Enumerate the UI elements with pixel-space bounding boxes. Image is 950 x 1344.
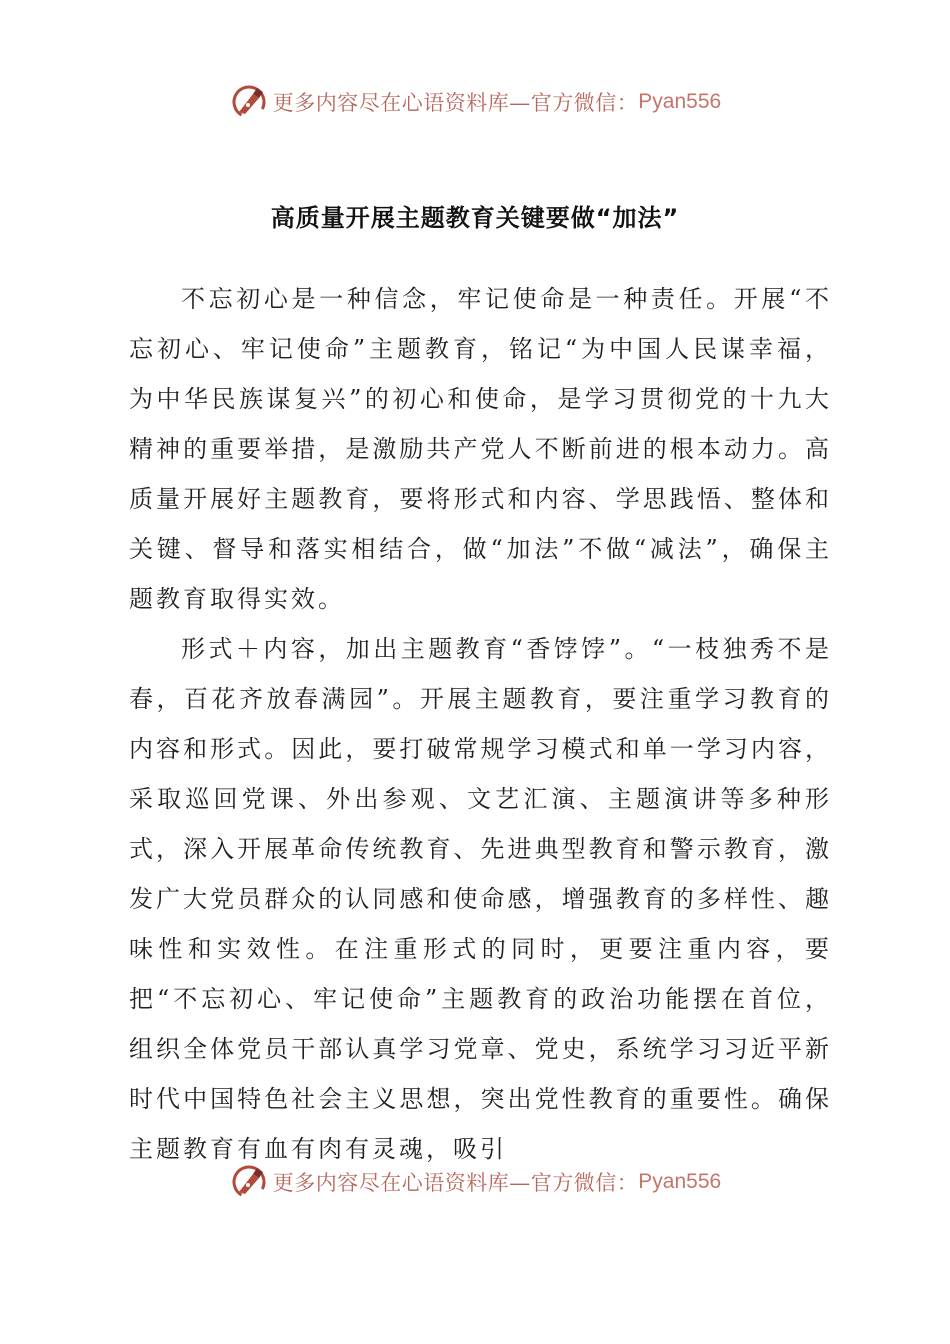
header-banner [0,78,950,126]
document-title: 高质量开展主题教育关键要做“加法” [270,204,680,232]
banner-text: 更多内容尽在心语资料库—官方微信： [272,1171,639,1195]
banner-text: 更多内容尽在心语资料库—官方微信： [272,91,639,115]
footer-banner [0,1158,950,1206]
paragraph-2: 形式＋内容，加出主题教育“香饽饽”。“一枝独秀不是春，百花齐放春满园”。开展主题教育，要注重学习教育的内容和形式。因此，要打破常规学习模式和单一学习内容，采取巡回党课、外出参观、文艺汇演、主题演讲等多种形式，深入开展革命传统教育、先进典型教育和警示教育，激发广大党员群众的认同感和使命感，增强教育的多样性、趣味性和实效性。在注重形式的同时，更要注重内容，要把“不忘初心、牢记使命”主题教育的政治功能摆在首位，组织全体党员干部认真学习党章、党史，系统学习习近平新时代中国特色社会主义思想，突出党性教育的重要性。确保主题教育有血有肉有灵魂，吸引 [129,635,832,1163]
pen-nib-logo-icon [229,82,269,122]
document-body [129,274,832,1174]
banner-wechat-id: Pyan556 [638,1170,722,1193]
banner-wechat-id: Pyan556 [638,90,722,113]
paragraph-1: 不忘初心是一种信念，牢记使命是一种责任。开展“不忘初心、牢记使命”主题教育，铭记“为中国人民谋幸福，为中华民族谋复兴”的初心和使命，是学习贯彻党的十九大精神的重要举措，是激励共产党人不断前进的根本动力。高质量开展好主题教育，要将形式和内容、学思践悟、整体和关键、督导和落实相结合，做“加法”不做“减法”，确保主题教育取得实效。 [129,285,832,613]
pen-nib-logo-icon [229,1162,269,1202]
